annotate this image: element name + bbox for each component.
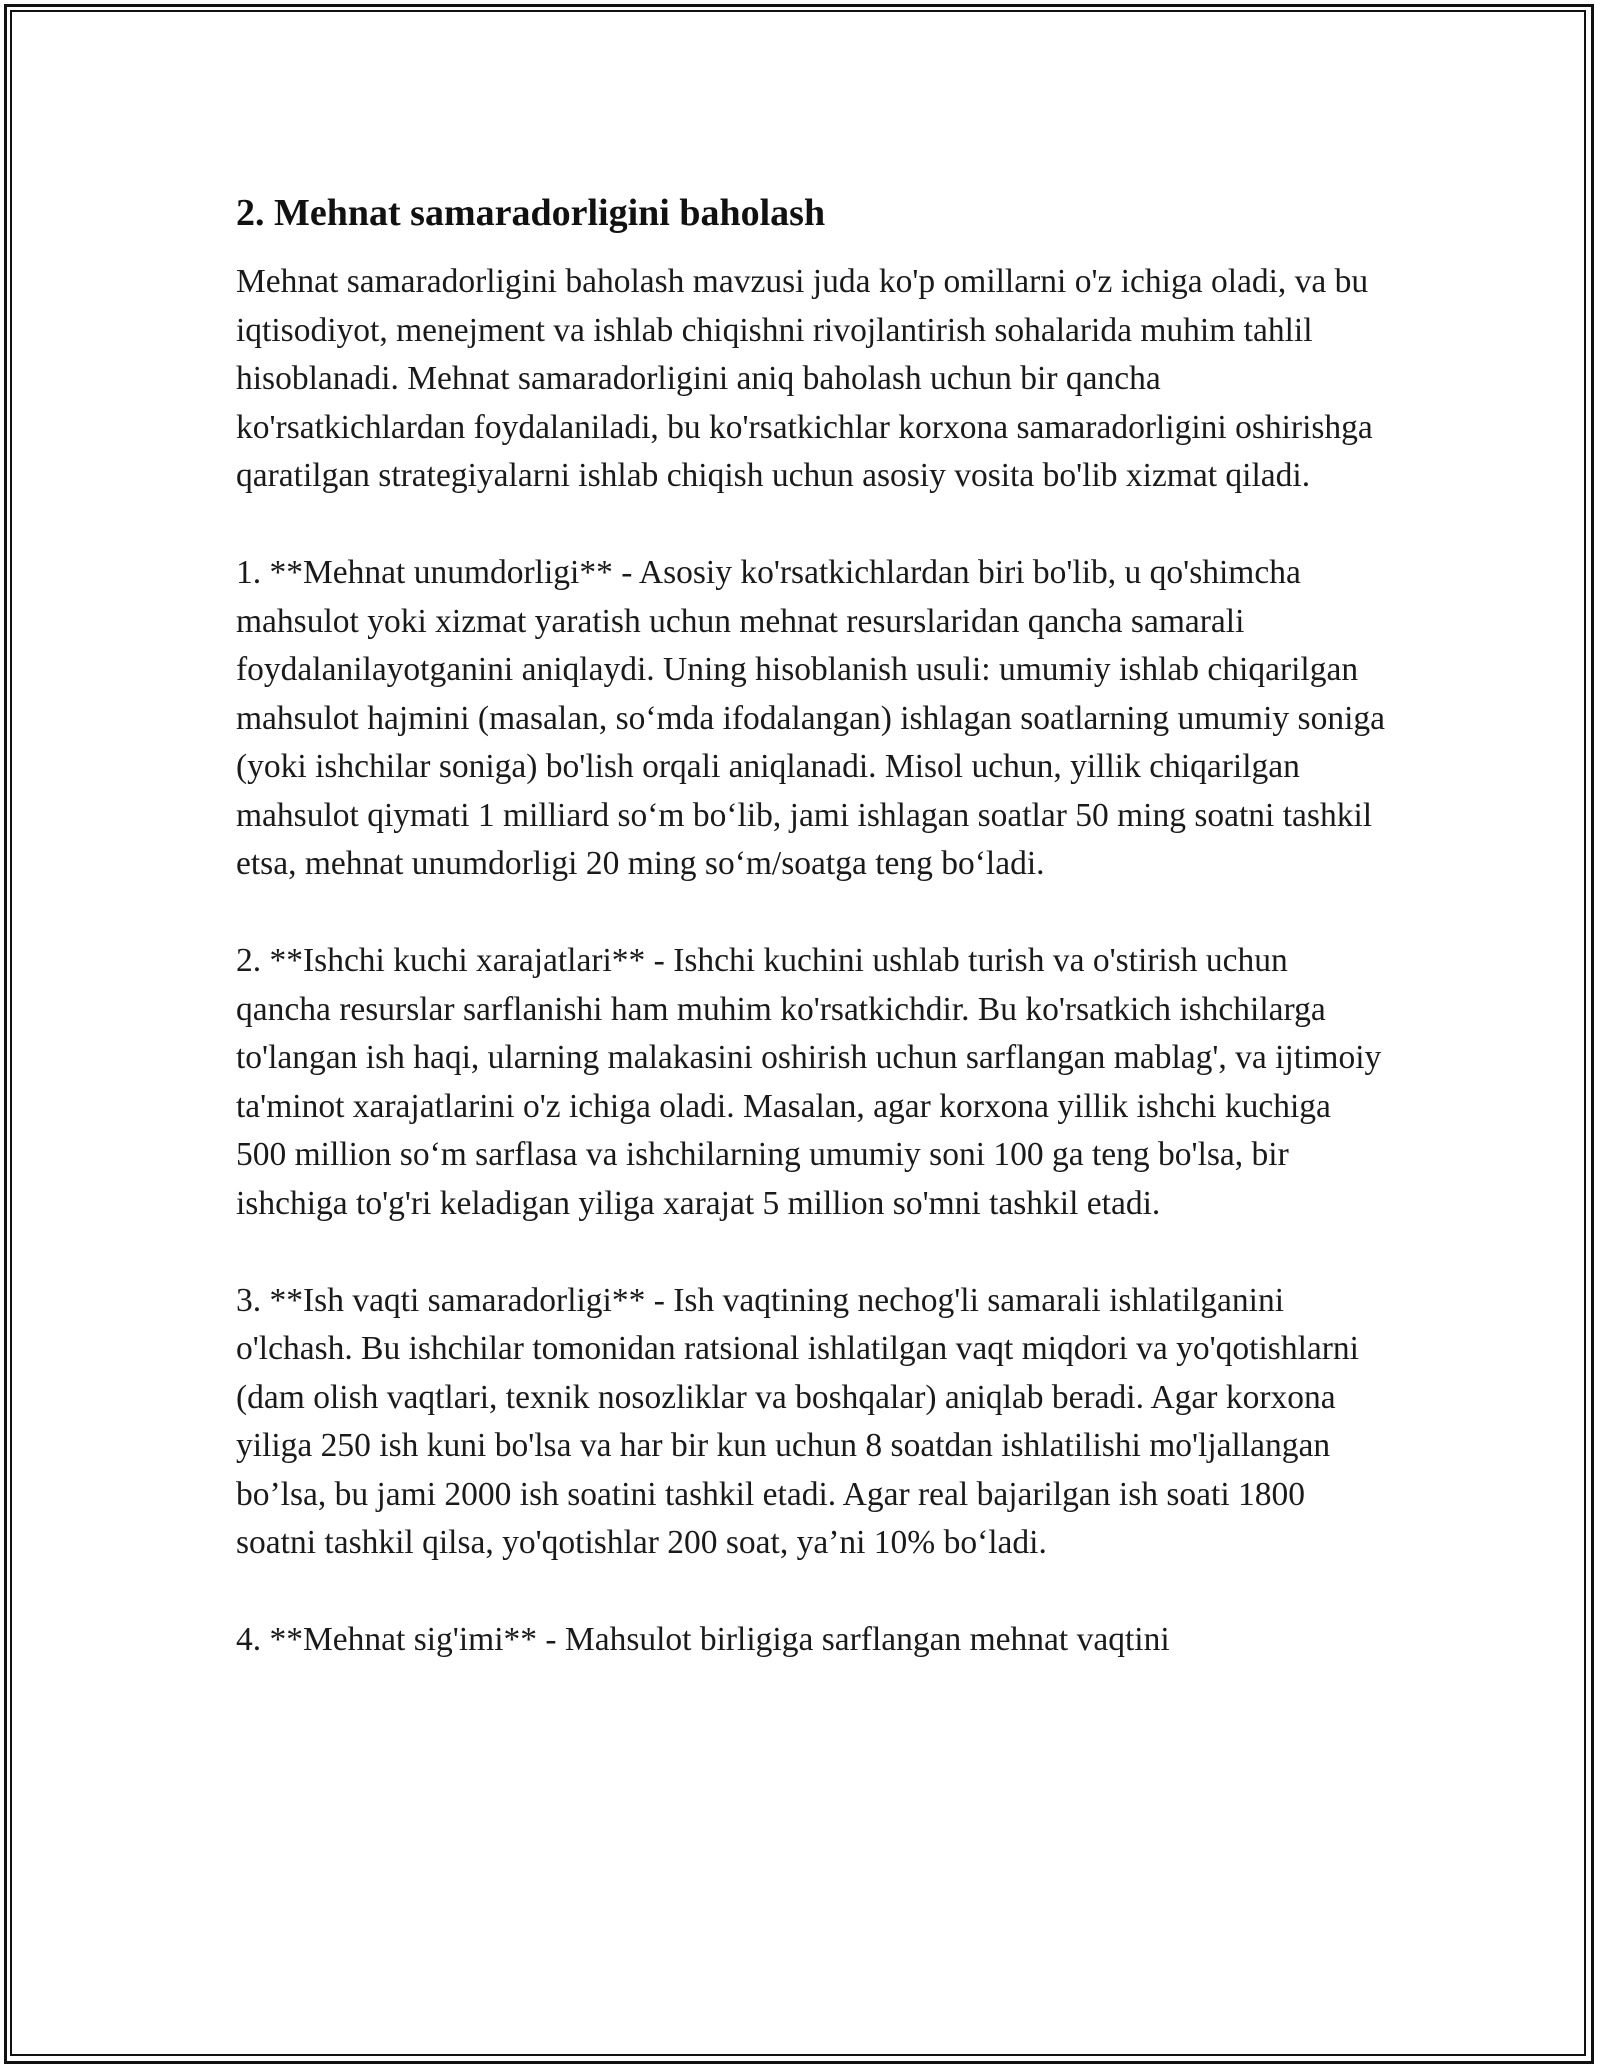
- paragraph-item-3: 3. **Ish vaqti samaradorligi** - Ish vaqtining nechog'li samarali ishlatilganini o'lchash. Bu ishchilar tomonidan ratsional ishlatilgan vaqt miqdori va yo'qotishlarni (dam olish vaqtlari, texnik nosozliklar va boshqalar) aniqlab beradi. Agar korxona yiliga 250 ish kuni bo'lsa va har bir kun uchun 8 soatdan ishlatilishi mo'ljallangan bo’lsa, bu jami 2000 ish soatini tashkil etadi. Agar real bajarilgan ish soati 1800 soatni tashkil qilsa, yo'qotishlar 200 soat, ya’ni 10% bo‘ladi.: [236, 1281, 1359, 1561]
- paragraph-intro: Mehnat samaradorligini baholash mavzusi juda ko'p omillarni o'z ichiga oladi, va bu iqtisodiyot, menejment va ishlab chiqishni rivojlantirish sohalarida muhim tahlil hisoblanadi. Mehnat samaradorligini aniq baholash uchun bir qancha ko'rsatkichlardan foydalaniladi, bu ko'rsatkichlar korxona samaradorligini oshirishga qaratilgan strategiyalarni ishlab chiqish uchun asosiy vosita bo'lib xizmat qiladi.: [236, 263, 1373, 494]
- paragraph-item-1: 1. **Mehnat unumdorligi** - Asosiy ko'rsatkichlardan biri bo'lib, u qo'shimcha mahsulot yoki xizmat yaratish uchun mehnat resurslaridan qancha samarali foydalanilayotganini aniqlaydi. Uning hisoblanish usuli: umumiy ishlab chiqarilgan mahsulot hajmini (masalan, so‘mda ifodalangan) ishlagan soatlarning umumiy soniga (yoki ishchilar soniga) bo'lish orqali aniqlanadi. Misol uchun, yillik chiqarilgan mahsulot qiymati 1 milliard so‘m bo‘lib, jami ishlagan soatlar 50 ming soatni tashkil etsa, mehnat unumdorligi 20 ming so‘m/soatga teng bo‘ladi.: [236, 554, 1385, 882]
- document-body: [236, 186, 1386, 1665]
- paragraph-item-4: 4. **Mehnat sig'imi** - Mahsulot birligiga sarflangan mehnat vaqtini: [236, 1621, 1170, 1658]
- paragraph-item-2: 2. **Ishchi kuchi xarajatlari** - Ishchi kuchini ushlab turish va o'stirish uchun qancha resurslar sarflanishi ham muhim ko'rsatkichdir. Bu ko'rsatkich ishchilarga to'langan ish haqi, ularning malakasini oshirish uchun sarflangan mablag', va ijtimoiy ta'minot xarajatlarini o'z ichiga oladi. Masalan, agar korxona yillik ishchi kuchiga 500 million so‘m sarflasa va ishchilarning umumiy soni 100 ga teng bo'lsa, bir ishchiga to'g'ri keladigan yiliga xarajat 5 million so'mni tashkil etadi.: [236, 942, 1382, 1222]
- section-title: 2. Mehnat samaradorligini baholash: [236, 192, 826, 234]
